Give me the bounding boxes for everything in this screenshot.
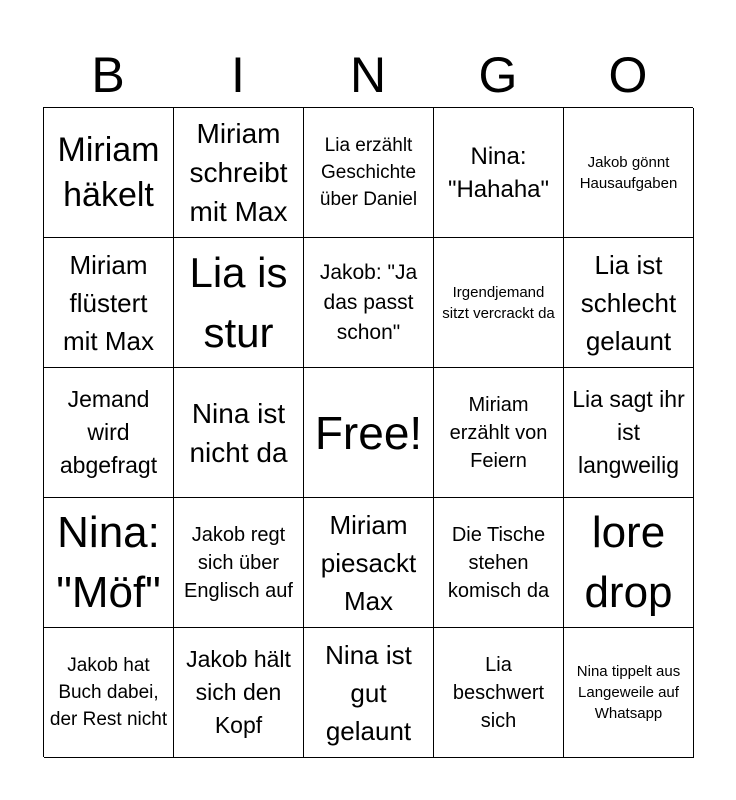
bingo-cell-text: Die Tische stehen komisch da: [447, 523, 550, 602]
bingo-board: [43, 107, 693, 757]
bingo-cell-text: Jemand wird abgefragt: [59, 386, 158, 478]
bingo-header: [43, 44, 693, 106]
bingo-cell[interactable]: [564, 108, 694, 238]
bingo-cell-text: Lia erzählt Geschichte über Daniel: [319, 135, 418, 210]
bingo-cell[interactable]: [564, 368, 694, 498]
bingo-cell[interactable]: [304, 628, 434, 758]
bingo-cell[interactable]: [434, 108, 564, 238]
bingo-cell-text: Lia beschwert sich: [452, 653, 545, 732]
bingo-cell-text: Miriam erzählt von Feiern: [449, 393, 548, 472]
free-cell-text: Free!: [314, 406, 423, 459]
bingo-cell-text: Lia ist schlecht gelaunt: [580, 249, 677, 356]
bingo-cell[interactable]: [434, 238, 564, 368]
bingo-cell-text: Jakob hat Buch dabei, der Rest nicht: [49, 655, 168, 730]
bingo-cell-text: Jakob gönnt Hausaufgaben: [579, 153, 678, 192]
bingo-cell-text: Miriam flüstert mit Max: [63, 249, 154, 356]
bingo-cell[interactable]: [564, 238, 694, 368]
header-letter-n: N: [349, 47, 387, 103]
bingo-cell[interactable]: [304, 498, 434, 628]
bingo-cell[interactable]: [174, 368, 304, 498]
bingo-cell-text: Jakob regt sich über Englisch auf: [184, 523, 293, 602]
bingo-cell-text: Lia is stur: [189, 248, 288, 356]
bingo-cell[interactable]: [564, 498, 694, 628]
bingo-cell[interactable]: [434, 368, 564, 498]
header-letter-o: O: [608, 47, 648, 103]
bingo-cell[interactable]: [174, 238, 304, 368]
bingo-cell[interactable]: [304, 238, 434, 368]
bingo-cell-text: Nina: "Möf": [56, 507, 161, 617]
bingo-cell-text: Miriam piesackt Max: [320, 509, 417, 616]
bingo-cell[interactable]: [434, 498, 564, 628]
bingo-cell[interactable]: [434, 628, 564, 758]
bingo-cell-text: Nina ist nicht da: [189, 397, 288, 468]
bingo-cell-text: lore drop: [584, 507, 673, 617]
bingo-cell[interactable]: [44, 238, 174, 368]
bingo-cell[interactable]: [44, 628, 174, 758]
bingo-cell[interactable]: [44, 498, 174, 628]
header-letter-b: B: [91, 47, 125, 103]
bingo-cell[interactable]: [564, 628, 694, 758]
bingo-cell-text: Miriam häkelt: [57, 130, 160, 214]
header-letter-g: G: [478, 47, 518, 103]
bingo-cell-text: Nina ist gut gelaunt: [325, 639, 412, 746]
bingo-cell-text: Miriam schreibt mit Max: [189, 118, 288, 227]
bingo-cell-text: Irgendjemand sitzt vercrackt da: [442, 283, 555, 322]
bingo-cell[interactable]: [174, 108, 304, 238]
bingo-cell[interactable]: [44, 368, 174, 498]
bingo-cell[interactable]: [174, 498, 304, 628]
bingo-cell-text: Nina: "Hahaha": [447, 142, 550, 203]
bingo-cell[interactable]: [174, 628, 304, 758]
bingo-cell[interactable]: [304, 108, 434, 238]
bingo-cell-text: Lia sagt ihr ist langweilig: [572, 386, 685, 478]
free-cell[interactable]: [304, 368, 434, 498]
header-letter-i: I: [231, 47, 245, 103]
bingo-cell-text: Jakob hält sich den Kopf: [186, 646, 291, 738]
bingo-cell-text: Jakob: "Ja das passt schon": [319, 260, 418, 344]
bingo-cell[interactable]: [44, 108, 174, 238]
bingo-cell-text: Nina tippelt aus Langeweile auf Whatsapp: [576, 663, 681, 722]
